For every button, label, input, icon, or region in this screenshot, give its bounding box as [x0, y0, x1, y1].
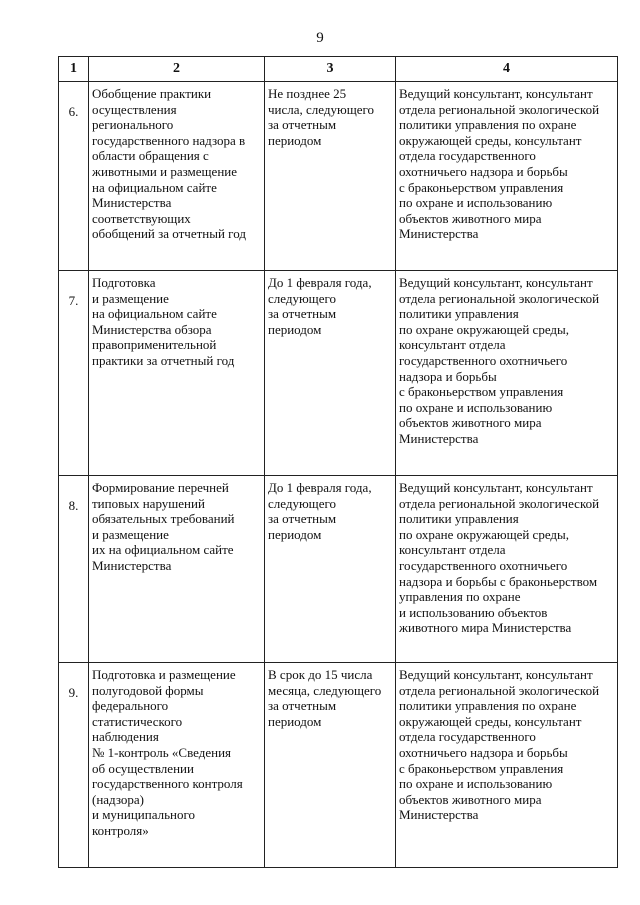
deadline-text: До 1 февраля года, следующего за отчетным периодом [268, 275, 372, 337]
table-header-row [59, 57, 618, 82]
task-cell [89, 476, 265, 663]
row-number: 7. [59, 271, 89, 476]
column-header-responsible: 4 [396, 57, 618, 82]
row-number: 6. [59, 82, 89, 271]
deadline-text: В срок до 15 числа месяца, следующего за отчетным периодом [268, 667, 382, 729]
responsible-cell [396, 82, 618, 271]
task-text: Обобщение практики осуществления регионального государственного надзора в области обращения с животными и размещение на официальном сайте Министерства соответствующих обобщений за отчетный год [92, 86, 246, 242]
plan-table [58, 56, 618, 868]
task-cell [89, 271, 265, 476]
table-row [59, 476, 618, 663]
table-row [59, 663, 618, 868]
responsible-cell [396, 271, 618, 476]
column-header-deadline: 3 [265, 57, 396, 82]
deadline-cell [265, 82, 396, 271]
table-row [59, 82, 618, 271]
row-number: 9. [59, 663, 89, 868]
task-cell [89, 663, 265, 868]
row-number: 8. [59, 476, 89, 663]
responsible-cell [396, 476, 618, 663]
deadline-cell [265, 476, 396, 663]
deadline-cell [265, 271, 396, 476]
deadline-text: Не позднее 25 числа, следующего за отчетным периодом [268, 86, 374, 148]
task-text: Подготовка и размещение полугодовой формы федерального статистического наблюдения № 1-контроль «Сведения об осуществлении государственного контроля (надзора) и муниципального контроля» [92, 667, 243, 838]
table-row [59, 271, 618, 476]
responsible-text: Ведущий консультант, консультант отдела региональной экологической политики управления по охране окружающей среды, консультант отдела государственного охотничьего надзора и борьбы с браконьерством управления по охране и использованию объектов животного мира Министерства [399, 86, 600, 242]
responsible-text: Ведущий консультант, консультант отдела региональной экологической политики управления по охране окружающей среды, консультант отдела государственного охотничьего надзора и борьбы с браконьерством управления по охране и использованию объектов животного мира Министерства [399, 667, 600, 823]
column-header-number: 1 [59, 57, 89, 82]
page-number: 9 [316, 30, 324, 46]
responsible-text: Ведущий консультант, консультант отдела региональной экологической политики управления по охране окружающей среды, консультант отдела государственного охотничьего надзора и борьбы с браконьерством управления по охране и использованию объектов животного мира Министерства [399, 480, 600, 636]
task-text: Формирование перечней типовых нарушений обязательных требований и размещение их на официальном сайте Министерства [92, 480, 235, 573]
task-cell [89, 82, 265, 271]
task-text: Подготовка и размещение на официальном сайте Министерства обзора правоприменительной практики за отчетный год [92, 275, 235, 368]
column-header-task: 2 [89, 57, 265, 82]
deadline-cell [265, 663, 396, 868]
responsible-cell [396, 663, 618, 868]
deadline-text: До 1 февраля года, следующего за отчетным периодом [268, 480, 372, 542]
responsible-text: Ведущий консультант, консультант отдела региональной экологической политики управления по охране окружающей среды, консультант отдела государственного охотничьего надзора и борьбы с браконьерством управления по охране и использованию объектов животного мира Министерства [399, 275, 600, 446]
